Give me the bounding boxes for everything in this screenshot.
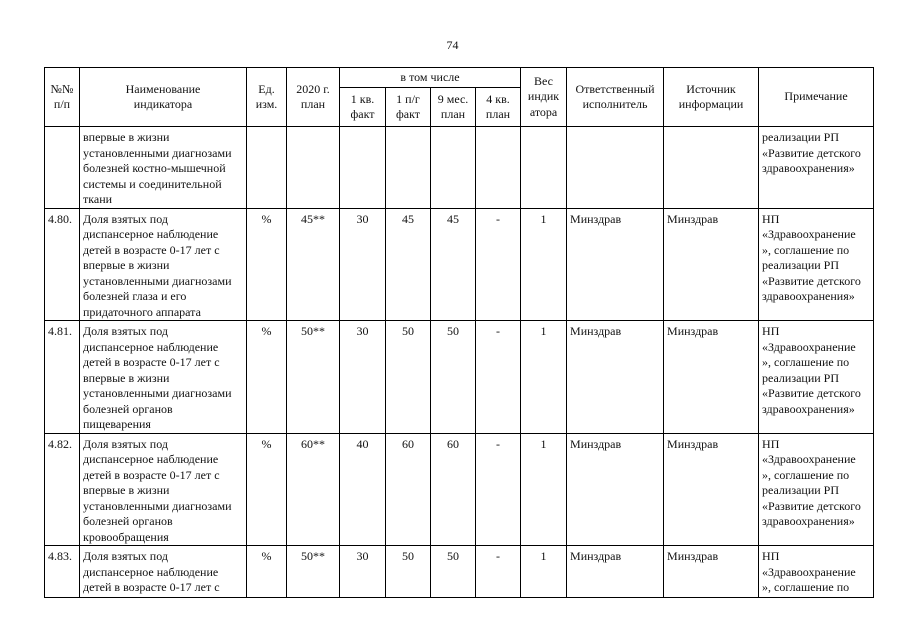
source-cell: Минздрав [664,321,759,434]
q1-fact-cell: 30 [340,208,386,321]
m9-plan-cell: 50 [431,321,476,434]
indicator-name-cell: Доля взятых под диспансерное наблюдение детей в возрасте 0-17 лет с впервые в жизни установленными диагнозами болезней органов пищеварения [80,321,247,434]
q4-plan-cell: - [476,546,521,598]
h1-fact-cell: 50 [386,321,431,434]
m9-plan-cell [431,127,476,209]
header-unit: Ед. изм. [247,68,287,127]
indicator-name-cell: Доля взятых под диспансерное наблюдение детей в возрасте 0-17 лет с [80,546,247,598]
source-cell: Минздрав [664,433,759,546]
weight-cell: 1 [521,433,567,546]
source-cell [664,127,759,209]
header-responsible: Ответственный исполнитель [567,68,664,127]
header-source: Источник информации [664,68,759,127]
row-number-cell: 4.81. [45,321,80,434]
h1-fact-cell [386,127,431,209]
note-cell: реализации РП «Развитие детского здравоохранения» [759,127,874,209]
source-cell: Минздрав [664,546,759,598]
header-q4-plan: 4 кв. план [476,88,521,127]
header-weight: Вес индик атора [521,68,567,127]
row-number-cell: 4.83. [45,546,80,598]
responsible-cell: Минздрав [567,546,664,598]
header-num: №№ п/п [45,68,80,127]
header-plan-2020: 2020 г. план [287,68,340,127]
plan-2020-cell [287,127,340,209]
h1-fact-cell: 45 [386,208,431,321]
table-row [45,321,874,434]
source-cell: Минздрав [664,208,759,321]
plan-2020-cell: 60** [287,433,340,546]
unit-cell: % [247,433,287,546]
q1-fact-cell: 30 [340,321,386,434]
note-cell: НП «Здравоохранение », соглашение по реализации РП «Развитие детского здравоохранения» [759,208,874,321]
weight-cell: 1 [521,321,567,434]
q1-fact-cell: 40 [340,433,386,546]
header-m9-plan: 9 мес. план [431,88,476,127]
unit-cell [247,127,287,209]
indicator-name-cell: Доля взятых под диспансерное наблюдение детей в возрасте 0-17 лет с впервые в жизни установленными диагнозами болезней органов кровообращения [80,433,247,546]
row-number-cell: 4.80. [45,208,80,321]
plan-2020-cell: 45** [287,208,340,321]
unit-cell: % [247,546,287,598]
table-row [45,433,874,546]
note-cell: НП «Здравоохранение », соглашение по реализации РП «Развитие детского здравоохранения» [759,321,874,434]
responsible-cell: Минздрав [567,321,664,434]
weight-cell: 1 [521,546,567,598]
header-row-top [45,68,874,88]
note-cell: НП «Здравоохранение », соглашение по реализации РП «Развитие детского здравоохранения» [759,433,874,546]
row-number-cell [45,127,80,209]
unit-cell: % [247,321,287,434]
weight-cell [521,127,567,209]
header-h1-fact: 1 п/г факт [386,88,431,127]
header-indicator-name: Наименование индикатора [80,68,247,127]
responsible-cell: Минздрав [567,208,664,321]
table-row [45,546,874,598]
row-number-cell: 4.82. [45,433,80,546]
q4-plan-cell: - [476,208,521,321]
responsible-cell [567,127,664,209]
q4-plan-cell: - [476,433,521,546]
q4-plan-cell: - [476,321,521,434]
m9-plan-cell: 60 [431,433,476,546]
plan-2020-cell: 50** [287,321,340,434]
indicator-name-cell: Доля взятых под диспансерное наблюдение детей в возрасте 0-17 лет с впервые в жизни установленными диагнозами болезней глаза и его придаточного аппарата [80,208,247,321]
weight-cell: 1 [521,208,567,321]
responsible-cell: Минздрав [567,433,664,546]
header-q1-fact: 1 кв. факт [340,88,386,127]
table-body [45,127,874,598]
table-header [45,68,874,127]
page-number: 74 [446,38,459,52]
h1-fact-cell: 60 [386,433,431,546]
q4-plan-cell [476,127,521,209]
table-row [45,208,874,321]
header-including: в том числе [340,68,521,88]
m9-plan-cell: 50 [431,546,476,598]
header-note: Примечание [759,68,874,127]
indicators-table [44,67,874,598]
h1-fact-cell: 50 [386,546,431,598]
q1-fact-cell [340,127,386,209]
plan-2020-cell: 50** [287,546,340,598]
note-cell: НП «Здравоохранение », соглашение по [759,546,874,598]
unit-cell: % [247,208,287,321]
indicator-name-cell: впервые в жизни установленными диагнозами болезней костно-мышечной системы и соединительной ткани [80,127,247,209]
m9-plan-cell: 45 [431,208,476,321]
q1-fact-cell: 30 [340,546,386,598]
table-row [45,127,874,209]
